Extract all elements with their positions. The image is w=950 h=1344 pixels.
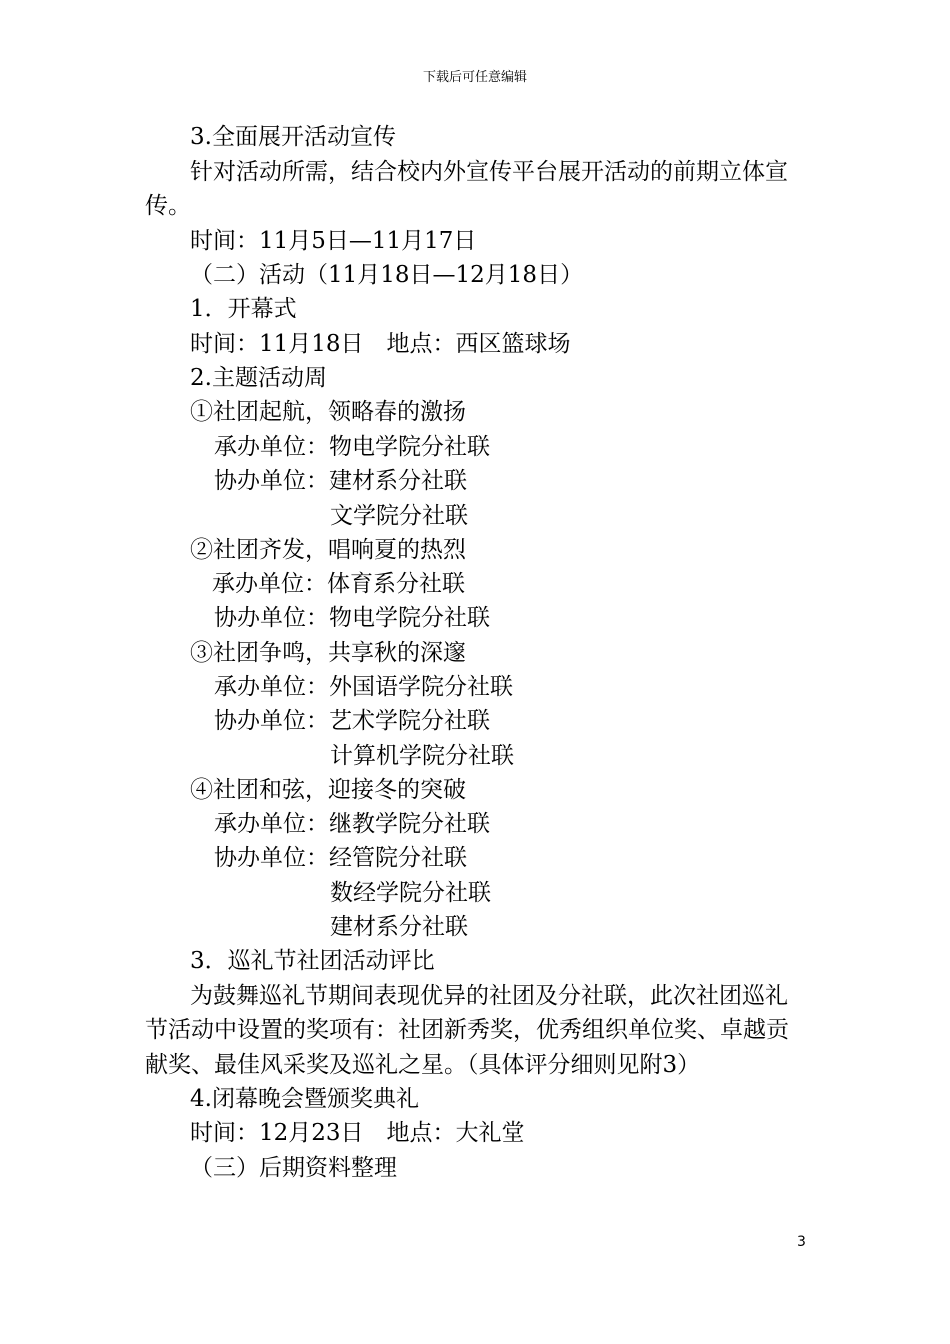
co-host-unit-continued: 数经学院分社联 <box>330 880 491 906</box>
section-activity-heading: （二）活动（11月18日—12月18日） <box>190 262 584 288</box>
time-location-line: 时间：11月18日 地点：西区篮球场 <box>190 331 571 357</box>
co-host-unit-line: 协办单位：建材系分社联 <box>214 468 467 494</box>
co-host-unit-line: 协办单位：艺术学院分社联 <box>214 708 490 734</box>
section-publicity-heading: 3.全面展开活动宣传 <box>190 124 396 150</box>
co-host-unit-line: 协办单位：物电学院分社联 <box>214 605 490 631</box>
paragraph-line: 传。 <box>145 193 191 219</box>
theme-item-1: ①社团起航，领略春的激扬 <box>190 399 466 425</box>
time-location-line: 时间：12月23日 地点：大礼堂 <box>190 1120 525 1146</box>
host-unit-line: 承办单位：继教学院分社联 <box>214 811 490 837</box>
theme-week-heading: 2.主题活动周 <box>190 365 327 391</box>
theme-item-4: ④社团和弦，迎接冬的突破 <box>190 777 466 803</box>
page-number: 3 <box>797 1234 806 1250</box>
paragraph-line: 献奖、最佳风采奖及巡礼之星。（具体评分细则见附3） <box>145 1052 701 1078</box>
closing-heading: 4.闭幕晚会暨颁奖典礼 <box>190 1086 419 1112</box>
section-archive-heading: （三）后期资料整理 <box>190 1155 397 1181</box>
host-unit-line: 承办单位：外国语学院分社联 <box>214 674 513 700</box>
host-unit-line: 承办单位：物电学院分社联 <box>214 434 490 460</box>
theme-item-2: ②社团齐发，唱响夏的热烈 <box>190 537 466 563</box>
page-header: 下载后可任意编辑 <box>422 70 527 85</box>
co-host-unit-continued: 文学院分社联 <box>330 503 468 529</box>
theme-item-3: ③社团争鸣，共享秋的深邃 <box>190 640 466 666</box>
co-host-unit-continued: 建材系分社联 <box>330 914 468 940</box>
co-host-unit-line: 协办单位：经管院分社联 <box>214 845 467 871</box>
time-line: 时间：11月5日—11月17日 <box>190 228 477 254</box>
evaluation-heading: 3．巡礼节社团活动评比 <box>190 948 435 974</box>
paragraph-line: 为鼓舞巡礼节期间表现优异的社团及分社联，此次社团巡礼 <box>190 983 788 1009</box>
opening-heading: 1．开幕式 <box>190 296 297 322</box>
co-host-unit-continued: 计算机学院分社联 <box>330 743 514 769</box>
paragraph-line: 针对活动所需，结合校内外宣传平台展开活动的前期立体宣 <box>190 159 788 185</box>
host-unit-line: 承办单位：体育系分社联 <box>212 571 465 597</box>
paragraph-line: 节活动中设置的奖项有：社团新秀奖，优秀组织单位奖、卓越贡 <box>145 1017 789 1043</box>
